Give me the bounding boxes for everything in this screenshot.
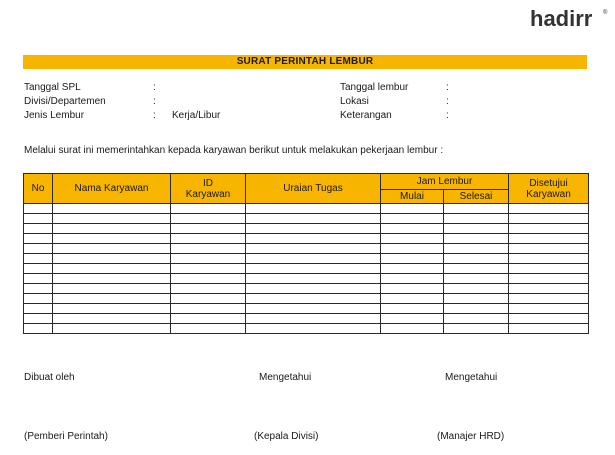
table-cell[interactable] — [171, 214, 246, 224]
table-cell[interactable] — [53, 204, 171, 214]
field-colon: : — [153, 82, 156, 93]
col-header-disetujui-karyawan — [509, 174, 589, 204]
table-cell[interactable] — [444, 244, 509, 254]
table-cell[interactable] — [381, 204, 444, 214]
field-colon: : — [153, 96, 156, 107]
table-cell[interactable] — [444, 254, 509, 264]
table-cell[interactable] — [509, 214, 589, 224]
table-cell[interactable] — [444, 314, 509, 324]
table-cell[interactable] — [444, 264, 509, 274]
table-cell[interactable] — [53, 314, 171, 324]
table-cell[interactable] — [444, 294, 509, 304]
table-cell[interactable] — [246, 324, 381, 334]
table-cell[interactable] — [24, 294, 53, 304]
col-header-mulai: Mulai — [381, 190, 444, 204]
signature-label-mengetahui-kepala: Mengetahui — [259, 372, 312, 383]
field-colon: : — [446, 110, 449, 121]
col-header-jam-lembur: Jam Lembur — [381, 174, 509, 190]
table-row — [24, 244, 589, 254]
table-row — [24, 254, 589, 264]
signature-label-mengetahui-manajer: Mengetahui — [445, 372, 498, 383]
table-cell[interactable] — [246, 234, 381, 244]
table-row — [24, 284, 589, 294]
overtime-table-body — [24, 204, 589, 334]
table-cell[interactable] — [444, 224, 509, 234]
table-row — [24, 304, 589, 314]
table-cell[interactable] — [171, 304, 246, 314]
field-colon: : — [153, 110, 156, 121]
table-cell[interactable] — [53, 234, 171, 244]
table-cell[interactable] — [171, 294, 246, 304]
table-cell[interactable] — [246, 264, 381, 274]
table-cell[interactable] — [24, 244, 53, 254]
table-row — [24, 234, 589, 244]
table-cell[interactable] — [381, 214, 444, 224]
table-cell[interactable] — [246, 274, 381, 284]
hadirr-logo — [528, 4, 612, 32]
table-cell[interactable] — [24, 304, 53, 314]
table-cell[interactable] — [53, 244, 171, 254]
table-cell[interactable] — [246, 224, 381, 234]
table-cell[interactable] — [246, 214, 381, 224]
table-cell[interactable] — [381, 254, 444, 264]
logo-wordmark: hadirr — [530, 6, 593, 31]
table-row — [24, 204, 589, 214]
table-row — [24, 294, 589, 304]
table-cell[interactable] — [246, 204, 381, 214]
hadirr-logo-mark — [528, 4, 612, 32]
table-cell[interactable] — [509, 224, 589, 234]
table-cell[interactable] — [381, 314, 444, 324]
table-row — [24, 314, 589, 324]
table-cell[interactable] — [53, 214, 171, 224]
table-cell[interactable] — [509, 274, 589, 284]
table-cell[interactable] — [444, 324, 509, 334]
table-cell[interactable] — [24, 274, 53, 284]
table-cell[interactable] — [509, 294, 589, 304]
table-cell[interactable] — [381, 294, 444, 304]
col-header-selesai: Selesai — [444, 190, 509, 204]
table-cell[interactable] — [509, 234, 589, 244]
intro-text: Melalui surat ini memerintahkan kepada karyawan berikut untuk melakukan pekerjaan lembur : — [24, 145, 444, 156]
table-cell[interactable] — [171, 234, 246, 244]
table-row — [24, 264, 589, 274]
table-cell[interactable] — [381, 304, 444, 314]
table-cell[interactable] — [381, 324, 444, 334]
table-row — [24, 214, 589, 224]
field-colon: : — [446, 82, 449, 93]
col-header-no: No — [24, 174, 53, 204]
table-cell[interactable] — [444, 234, 509, 244]
table-cell[interactable] — [246, 314, 381, 324]
col-header-id-bottom: Karyawan — [185, 188, 231, 200]
table-cell[interactable] — [171, 274, 246, 284]
table-cell[interactable] — [509, 264, 589, 274]
table-cell[interactable] — [381, 234, 444, 244]
table-cell[interactable] — [444, 274, 509, 284]
table-row — [24, 274, 589, 284]
field-value-jenis-lembur: Kerja/Libur — [172, 110, 221, 121]
field-label-keterangan: Keterangan — [340, 110, 392, 121]
table-cell[interactable] — [509, 254, 589, 264]
signature-role-pemberi-perintah: (Pemberi Perintah) — [24, 431, 108, 442]
table-cell[interactable] — [509, 324, 589, 334]
table-cell[interactable] — [509, 284, 589, 294]
field-label-divisi: Divisi/Departemen — [24, 96, 106, 107]
table-cell[interactable] — [24, 264, 53, 274]
table-cell[interactable] — [509, 244, 589, 254]
table-cell[interactable] — [444, 214, 509, 224]
field-label-lokasi: Lokasi — [340, 96, 369, 107]
signature-label-dibuat-oleh: Dibuat oleh — [24, 372, 75, 383]
table-cell[interactable] — [24, 314, 53, 324]
table-cell[interactable] — [171, 324, 246, 334]
table-cell[interactable] — [171, 264, 246, 274]
col-header-id-top: ID — [203, 177, 213, 189]
table-cell[interactable] — [246, 294, 381, 304]
table-cell[interactable] — [509, 204, 589, 214]
table-cell[interactable] — [444, 304, 509, 314]
table-cell[interactable] — [53, 324, 171, 334]
table-cell[interactable] — [509, 314, 589, 324]
table-cell[interactable] — [24, 324, 53, 334]
field-label-tanggal-spl: Tanggal SPL — [24, 82, 81, 93]
table-cell[interactable] — [381, 244, 444, 254]
table-cell[interactable] — [171, 224, 246, 234]
registered-mark: ® — [603, 10, 608, 16]
table-cell[interactable] — [171, 244, 246, 254]
table-cell[interactable] — [53, 274, 171, 284]
signature-role-kepala-divisi: (Kepala Divisi) — [254, 431, 319, 442]
table-cell[interactable] — [24, 214, 53, 224]
table-cell[interactable] — [24, 254, 53, 264]
table-row — [24, 224, 589, 234]
col-header-uraian-tugas: Uraian Tugas — [246, 174, 381, 204]
table-cell[interactable] — [381, 264, 444, 274]
table-cell[interactable] — [53, 294, 171, 304]
table-cell[interactable] — [246, 254, 381, 264]
table-cell[interactable] — [171, 284, 246, 294]
table-cell[interactable] — [444, 204, 509, 214]
field-label-jenis-lembur: Jenis Lembur — [24, 110, 85, 121]
table-cell[interactable] — [444, 284, 509, 294]
table-cell[interactable] — [53, 254, 171, 264]
col-header-nama-karyawan: Nama Karyawan — [53, 174, 171, 204]
table-cell[interactable] — [246, 284, 381, 294]
table-cell[interactable] — [53, 264, 171, 274]
table-cell[interactable] — [171, 204, 246, 214]
document-title: SURAT PERINTAH LEMBUR — [23, 55, 587, 69]
table-cell[interactable] — [381, 224, 444, 234]
table-row — [24, 324, 589, 334]
col-header-disetujui-top: Disetujui — [529, 177, 568, 189]
table-cell[interactable] — [53, 284, 171, 294]
table-cell[interactable] — [24, 284, 53, 294]
field-label-tanggal-lembur: Tanggal lembur — [340, 82, 409, 93]
table-cell[interactable] — [381, 274, 444, 284]
field-colon: : — [446, 96, 449, 107]
table-cell[interactable] — [53, 224, 171, 234]
table-cell[interactable] — [509, 304, 589, 314]
col-header-disetujui-bottom: Karyawan — [526, 188, 571, 200]
table-cell[interactable] — [246, 304, 381, 314]
signature-role-manajer-hrd: (Manajer HRD) — [437, 431, 505, 442]
table-cell[interactable] — [24, 234, 53, 244]
col-header-id-karyawan — [171, 174, 246, 204]
table-cell[interactable] — [381, 284, 444, 294]
table-cell[interactable] — [53, 304, 171, 314]
table-cell[interactable] — [171, 314, 246, 324]
overtime-table — [23, 173, 589, 334]
table-cell[interactable] — [24, 224, 53, 234]
table-cell[interactable] — [171, 254, 246, 264]
table-cell[interactable] — [24, 204, 53, 214]
table-cell[interactable] — [246, 244, 381, 254]
